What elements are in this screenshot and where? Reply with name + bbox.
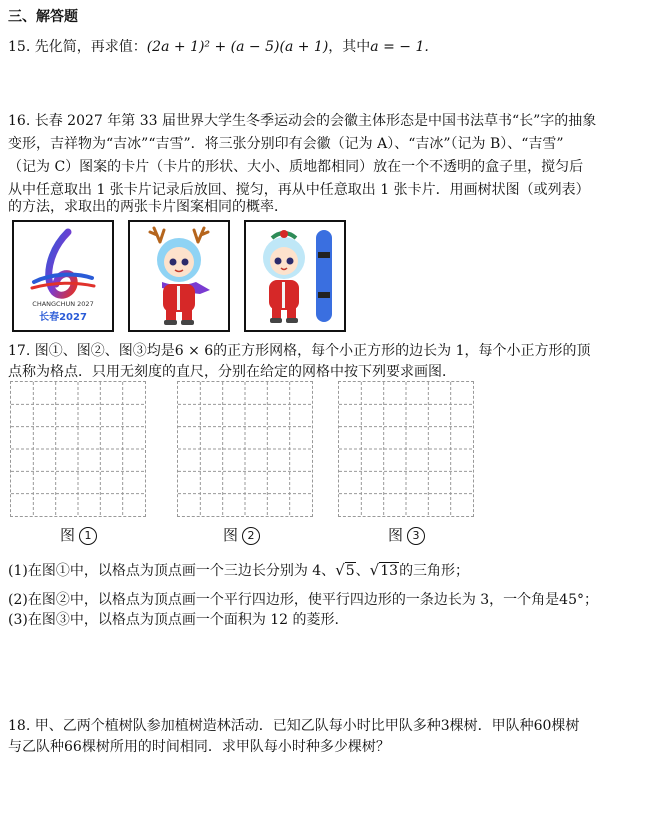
card-b-mascot-jibing [128, 220, 230, 332]
figure-1-number: 1 [79, 527, 97, 545]
games-logo-icon [14, 222, 112, 330]
grid-figure-1 [10, 381, 146, 517]
q17-part-1: (1)在图①中，以格点为顶点画一个三边长分别为 4、√5、√13的三角形； [8, 561, 470, 579]
q18-line-1: 18. 甲、乙两个植树队参加植树造林活动．已知乙队每小时比甲队多种3棵树．甲队种60棵树 [8, 718, 580, 734]
q17-part-3: (3)在图③中，以格点为顶点画一个面积为 12 的菱形. [8, 612, 339, 628]
mascot-snowboard-icon [246, 222, 344, 330]
figure-label-2: 图 2 [223, 524, 260, 545]
q16-line-4: 从中任意取出 1 张卡片记录后放回、搅匀，再从中任意取出 1 张卡片．用画树状图（或列表） [8, 182, 590, 198]
figure-label-1: 图 1 [60, 524, 97, 545]
q15-condition: a = − 1. [370, 39, 429, 55]
q17-line-1: 17. 图①、图②、图③均是6 × 6的正方形网格，每个小正方形的边长为 1，每个小正方形的顶 [8, 343, 591, 359]
q16-line-2: 变形，吉祥物为“吉冰”“吉雪”．将三张分别印有会徽（记为 A）、“吉冰”（记为 B）、“吉雪” [8, 136, 564, 152]
q15-suffix: ，其中 [328, 39, 371, 55]
q17-line-2: 点称为格点．只用无刻度的直尺，分别在给定的网格中按下列要求画图． [8, 364, 456, 380]
grid-figure-3 [338, 381, 474, 517]
card-a-logo [12, 220, 114, 332]
figure-label-3: 图 3 [388, 524, 425, 545]
q15-expression: (2a + 1)² + (a − 5)(a + 1) [146, 39, 329, 55]
q16-line-1: 16. 长春 2027 年第 33 届世界大学生冬季运动会的会徽主体形态是中国书法草书“长”字的抽象 [8, 113, 597, 129]
mascot-deer-icon [130, 222, 228, 330]
grid-2-lines [178, 382, 312, 516]
q17-part-2: (2)在图②中，以格点为顶点画一个平行四边形，使平行四边形的一条边长为 3，一个角是45°； [8, 592, 599, 608]
sqrt-13: √13 [369, 561, 399, 579]
q15-prefix: 15. 先化简，再求值： [8, 39, 147, 55]
grid-figure-2 [177, 381, 313, 517]
logo-text: CHANGCHUN 2027 [32, 300, 94, 308]
q16-line-5: 的方法，求取出的两张卡片图案相同的概率． [8, 199, 288, 215]
section-title: 三、解答题 [8, 9, 78, 25]
figure-3-number: 3 [407, 527, 425, 545]
question-15 [8, 37, 429, 57]
grid-1-lines [11, 382, 145, 516]
q18-line-2: 与乙队种66棵树所用的时间相同．求甲队每小时种多少棵树？ [8, 739, 390, 755]
sqrt-5: √5 [335, 561, 355, 579]
logo-subtext: 长春2027 [39, 312, 87, 323]
q16-line-3: （记为 C）图案的卡片（卡片的形状、大小、质地都相同）放在一个不透明的盒子里，搅匀后 [8, 159, 584, 175]
card-c-mascot-jixue [244, 220, 346, 332]
figure-2-number: 2 [242, 527, 260, 545]
grid-3-lines [339, 382, 473, 516]
